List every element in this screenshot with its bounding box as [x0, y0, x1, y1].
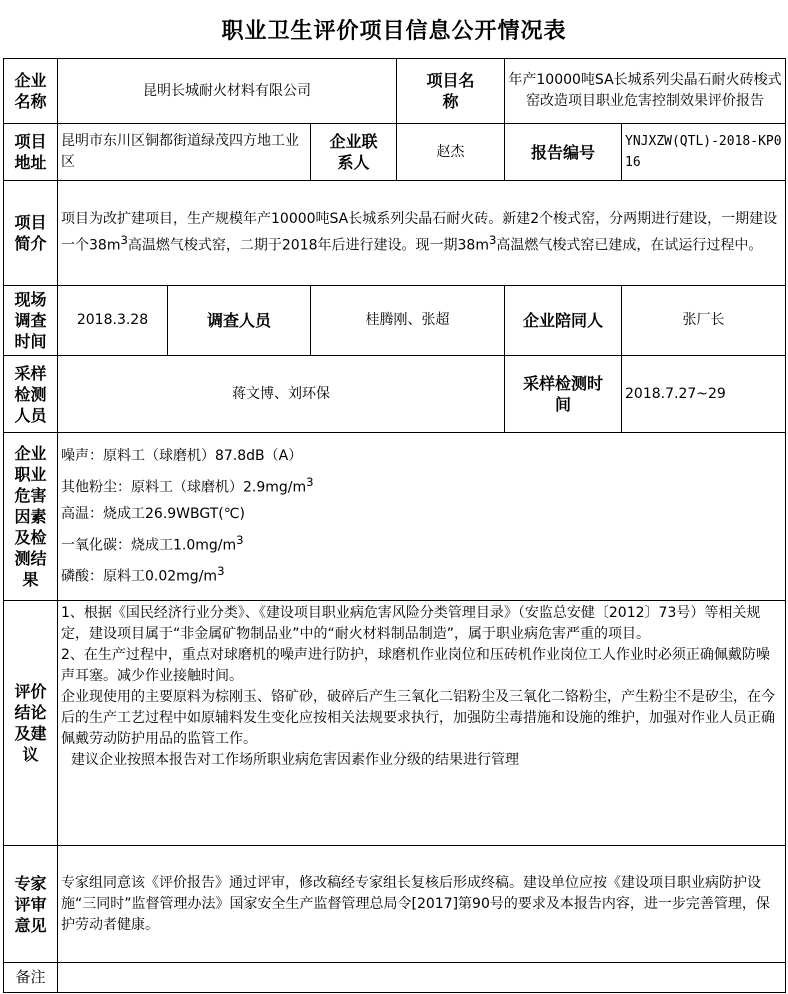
- hazard-result-text: 一氧化碳：烧成工1.0mg/m: [61, 537, 237, 554]
- label-survey-time: 现场 调查 时间: [4, 286, 58, 356]
- hazard-result-text: 磷酸：原料工0.02mg/m: [61, 568, 218, 585]
- evaluation-paragraph: 1、根据《国民经济行业分类》、《建设项目职业病危害风险分类管理目录》（安监总安健〔2012〕73号）等相关规定，建设项目属于“非金属矿物制品业”中的“耐火材料制品制造”，属于职业病危害严重的项目。: [61, 605, 761, 642]
- row-survey: [4, 286, 786, 356]
- evaluation-value: [58, 601, 786, 846]
- intro-text-part3: 高温燃气梭式窑已建成，在试运行过程中。: [496, 237, 763, 254]
- label-project-name: 项目名 称: [397, 59, 505, 124]
- sampling-time-value: 2018.7.27~29: [622, 356, 786, 433]
- hazard-result-item: [61, 469, 782, 501]
- hazard-result-item: [61, 443, 782, 469]
- sampling-staff-value: 蒋文博、刘环保: [58, 356, 505, 433]
- investigators-value: 桂腾刚、张超: [311, 286, 505, 356]
- intro-superscript-2: 3: [488, 233, 497, 248]
- label-evaluation: 评价 结论 及建 议: [4, 601, 58, 846]
- expert-opinion-value: 专家组同意该《评价报告》通过评审，修改稿经专家组长复核后形成终稿。建设单位应按《建设项目职业病防护设施“三同时”监督管理办法》国家安全生产监督管理总局令[2017]第90号的要求及本报告内容，进一步完善管理，保护劳动者健康。: [58, 846, 786, 963]
- label-sampling-staff: 采样 检测 人员: [4, 356, 58, 433]
- project-name-value: 年产10000吨SA长城系列尖晶石耐火砖梭式窑改造项目职业危害控制效果评价报告: [505, 59, 786, 124]
- evaluation-paragraph: 建议企业按照本报告对工作场所职业病危害因素作业分级的结果进行管理: [71, 752, 519, 768]
- evaluation-paragraph: 2、在生产过程中，重点对球磨机的噪声进行防护，球磨机作业岗位和压砖机作业岗位工人作业时必须正确佩戴防噪声耳塞。减少作业接触时间。: [61, 647, 770, 684]
- hazard-result-text: 高温：烧成工26.9WBGT(℃): [61, 505, 245, 522]
- row-company: [4, 59, 786, 124]
- company-name-value: 昆明长城耐火材料有限公司: [58, 59, 397, 124]
- report-no-value: YNJXZW(QTL)-2018-KP016: [622, 124, 786, 181]
- hazard-result-superscript: 3: [236, 532, 244, 547]
- row-address: [4, 124, 786, 181]
- hazard-result-item: [61, 558, 782, 590]
- hazard-results-value: [58, 433, 786, 601]
- row-remarks: [4, 963, 786, 993]
- label-report-no: 报告编号: [505, 124, 622, 181]
- label-company-name: 企业 名称: [4, 59, 58, 124]
- label-project-address: 项目 地址: [4, 124, 58, 181]
- label-hazard-results: 企业 职业 危害 因素 及检 测结 果: [4, 433, 58, 601]
- survey-time-value: 2018.3.28: [58, 286, 168, 356]
- escort-value: 张厂长: [622, 286, 786, 356]
- label-expert-opinion: 专家 评审 意见: [4, 846, 58, 963]
- label-project-intro: 项目 简介: [4, 181, 58, 286]
- label-remarks: 备注: [4, 963, 58, 993]
- project-address-value: 昆明市东川区铜都街道绿茂四方地工业区: [58, 124, 311, 181]
- label-sampling-time: 采样检测时 间: [505, 356, 622, 433]
- hazard-result-item: [61, 501, 782, 527]
- row-hazard: [4, 433, 786, 601]
- intro-superscript-1: 3: [120, 233, 128, 248]
- evaluation-paragraph: 企业现使用的主要原料为棕刚玉、铬矿砂，破碎后产生三氧化二铝粉尘及三氧化二铬粉尘，产生粉尘不是矽尘，在今后的生产工艺过程中如原辅料发生变化应按相关法规要求执行，加强防尘毒措施和设施的维护，加强对作业人员正确佩戴劳动防护用品的监管工作。: [61, 689, 775, 747]
- label-escort: 企业陪同人: [505, 286, 622, 356]
- hazard-result-text: 噪声：原料工（球磨机）87.8dB（A）: [61, 448, 303, 465]
- row-evaluation: [4, 601, 786, 846]
- page-title: 职业卫生评价项目信息公开情况表: [221, 18, 567, 44]
- label-contact: 企业联 系人: [311, 124, 397, 181]
- hazard-result-superscript: 3: [306, 475, 314, 490]
- hazard-result-text: 其他粉尘：原料工（球磨机）2.9mg/m: [61, 479, 307, 496]
- label-investigators: 调查人员: [168, 286, 311, 356]
- hazard-result-superscript: 3: [217, 564, 225, 579]
- intro-text-part1: 项目为改扩建项目，生产规模年产10000吨SA长城系列尖晶石耐火砖。新建2个梭式窑，分两期进行建设，一期建设一个38m: [61, 211, 778, 254]
- hazard-result-item: [61, 527, 782, 559]
- intro-text-part2: 高温燃气梭式窑，二期于2018年后进行建设。现一期38m: [127, 237, 489, 254]
- info-table: [3, 58, 786, 993]
- row-sampling: [4, 356, 786, 433]
- remarks-value: [58, 963, 786, 993]
- project-intro-value: [58, 181, 786, 286]
- row-intro: [4, 181, 786, 286]
- contact-value: 赵杰: [397, 124, 505, 181]
- row-expert: [4, 846, 786, 963]
